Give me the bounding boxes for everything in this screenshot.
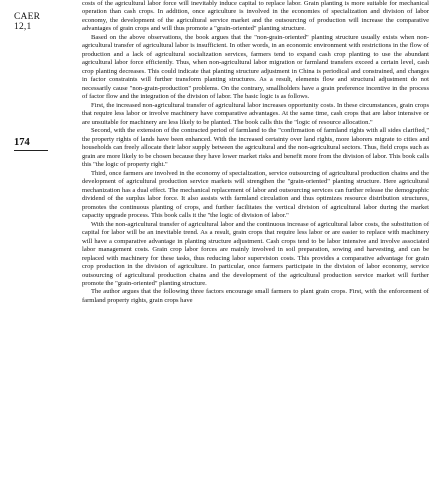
journal-volume: 12,1: [14, 22, 32, 32]
body-text: [82, 0, 429, 305]
journal-id: [14, 12, 54, 32]
paragraph: The author argues that the following three factors encourage small farmers to plant grain crops. First, with the enforcement of farmland property rights, grain crops have: [82, 288, 429, 304]
page-number: 174: [14, 137, 30, 148]
paragraph: costs of the agricultural labor force will inevitably induce capital to replace labor. Grain planting is more suitable for mechanical operation than cash crops. In addition, once agriculture is involved in the economies of specialization and division of labor economy, the development of the agricultural service market and the outsourcing of production will increase the comparative advantages of grain crops and will thus promote a "grain-oriented" planting structure.: [82, 0, 429, 33]
paragraph: Second, with the extension of the contracted period of farmland to the "confirmation of farmland rights with all sides clarified," the property rights of lands have been enhanced. With the increased certainty over land rights, more laborers migrate to cities and households can freely allocate their labor supply between the agricultural and the non-agricultural sectors. Thus, field crops such as grain are more likely to be chosen because they have lower market risks and benefit more from the division of labor. This book calls this "the logic of property right.": [82, 127, 429, 169]
page-number-rule: [14, 150, 48, 151]
journal-name: CAER: [14, 12, 41, 22]
paragraph: First, the increased non-agricultural transfer of agricultural labor increases opportunity costs. In these circumstances, grain crops that require less labor or involve machinery have comparative advantages. At the same time, cash crops that are labor intensive or are unsuitable for machinery are less likely to be planted. The book calls this the "logic of resource allocation.": [82, 101, 429, 126]
paragraph: Based on the above observations, the book argues that the "non-grain-oriented" planting structure usually exists when non-agricultural transfer of agricultural labor is insufficient. In other words, in an economic environment with restrictions in the flow of production and a lack of agricultural socialization services, farmers tend to expand cash crop planting to use the abundant agricultural labor force efficiently. Thus, when non-agricultural labor migration or farmland transfers exceed a certain level, cash crop planting decreases. This could indicate that planting structure adjustment in China is periodical and constrained, and changes in factor constraints will further transform planting structures. As a result, elements flow and structural adjustment do not necessarily cause "non-grain-production" problems. On the contrary, smallholders have a grain preference incentive in the process of factor flow and the integration of the division of labor. The basic logic is as follows.: [82, 33, 429, 101]
paragraph: Third, once farmers are involved in the economy of specialization, service outsourcing of agricultural production chains and the development of agricultural production service markets will strengthen the "grain-oriented" planting structure. Here agricultural mechanization has a dual effect. The mechanical replacement of labor and outsourcing services can further release the demographic dividend of the surplus labor force. It also assists with farmland circulation and thus optimizes resource distribution structures, promotes the continuous planting of crops, and further facilitates the vertical division of agricultural labor during the market capacity upgrade process. This book calls it the "the logic of division of labor.": [82, 169, 429, 220]
paragraph: With the non-agricultural transfer of agricultural labor and the continuous increase of agricultural labor costs, the substitution of capital for labor will be an inevitable trend. As a result, grain crops that require less labor or are easier to replace with machinery will have a comparative advantage in planting structure adjustment. Cash crops tend to be labor intensive and involve associated labor management costs. Grain crop labor forces are mainly involved in soil preparation, sowing and harvesting, and can be replaced with machinery for these tasks, thus reducing labor supervision costs. This provides a comparative advantage for grain crop production in the division of agriculture. In particular, once farmers participate in the division of labor economy, service outsourcing of agricultural production chains and the development of the agricultural production service market will further promote the "grain-oriented" planting structure.: [82, 220, 429, 287]
